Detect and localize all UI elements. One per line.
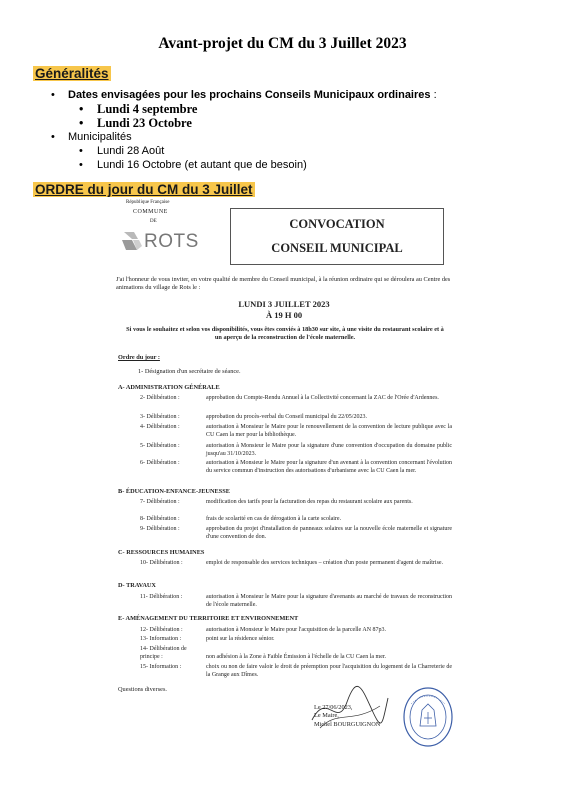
section-title: D- TRAVAUX (118, 582, 156, 589)
list-item-municipalites: • Municipalités (51, 130, 437, 144)
section-title: A- ADMINISTRATION GÉNÉRALE (118, 384, 220, 391)
sign-role: Le Maire, (314, 712, 339, 720)
page-title: Avant-projet du CM du 3 Juillet 2023 (158, 35, 407, 52)
meeting-date (116, 299, 452, 321)
republique-francaise: République Française (126, 200, 170, 205)
invitation-paragraph: J'ai l'honneur de vous inviter, en votre qualité de membre du Conseil municipal, à la réunion ordinaire qui se déroulera au Centre des animations du village de Rots le : (116, 276, 451, 292)
agenda-label: 9- Délibération : (140, 526, 180, 532)
agenda-text: approbation du projet d'installation de panneaux solaires sur la nouvelle école maternelle et signature d'une convention de don. (206, 526, 452, 540)
agenda-item (140, 636, 452, 644)
rots-wordmark: ROTS (144, 231, 199, 252)
section-title: B- ÉDUCATION-ENFANCE-JEUNESSE (118, 488, 230, 495)
agenda-text: frais de scolarité en cas de dérogation à la carte scolaire. (206, 516, 342, 522)
agenda-text: emploi de responsable des services techniques – création d'un poste permanent d'agent de maîtrise. (206, 560, 444, 566)
convocation-title: CONVOCATION (289, 217, 385, 231)
agenda-text: choix ou non de faire valoir le droit de préemption pour l'acquisition du logement de la Charreterie de la Grange aux Dîmes. (206, 664, 452, 678)
agenda-label: 3- Délibération : (140, 414, 180, 420)
agenda-item (140, 395, 452, 403)
date-item: • Lundi 23 Octobre (51, 116, 437, 130)
agenda-label: 13- Information : (140, 636, 182, 642)
agenda-item (140, 414, 452, 422)
agenda-item (140, 499, 452, 507)
convocation-box (230, 208, 444, 265)
municipalite-item: • Lundi 16 Octobre (et autant que de besoin) (51, 158, 437, 172)
commune-label: COMMUNE (133, 209, 168, 215)
agenda-text: approbation du Compte-Rendu Annuel à la Collectivité concernant la ZAC de l'Orée d'Ardennes. (206, 395, 439, 401)
date-item: • Lundi 4 septembre (51, 102, 437, 116)
meeting-time: À 19 H 00 (265, 310, 303, 320)
agenda-text: point sur la résidence sénior. (206, 636, 275, 642)
agenda-label: 2- Délibération : (140, 395, 180, 401)
agenda-label: 8- Délibération : (140, 516, 180, 522)
agenda-text: modification des tarifs pour la facturation des repas du restaurant scolaire aux parents. (206, 499, 413, 505)
sign-name: Michel BOURGUIGNON (314, 720, 381, 728)
agenda-item (140, 627, 452, 635)
section-title: C- RESSOURCES HUMAINES (118, 549, 205, 556)
agenda-text: approbation du procès-verbal du Conseil municipal du 22/05/2023. (206, 414, 367, 420)
agenda-label: 4- Délibération : (140, 424, 180, 430)
agenda-text: autorisation à Monsieur le Maire pour la signature d'avenants au marché de travaux de reconstruction de l'école maternelle. (206, 594, 452, 608)
agenda-text: autorisation à Monsieur le Maire pour le renouvellement de la convention de lecture publique avec la CU Caen la mer pour la bibliothèque. (206, 424, 452, 438)
municipalite-item: • Lundi 28 Août (51, 144, 437, 158)
agenda-item (140, 594, 452, 609)
agenda-text: autorisation à Monsieur le Maire pour l'acquisition de la parcelle AN 87p3. (206, 627, 387, 633)
generalites-heading: Généralités (35, 66, 109, 81)
de-label: DE (150, 219, 157, 224)
agenda-text: autorisation à Monsieur le Maire pour la signature d'une convention d'occupation du domaine public jusqu'au 31/10/2023. (206, 443, 452, 457)
agenda-item (140, 646, 452, 661)
agenda-item (140, 424, 452, 439)
agenda-item (140, 664, 452, 679)
agenda-item (140, 443, 452, 458)
agenda-label: 7- Délibération : (140, 499, 180, 505)
agenda-item (140, 516, 452, 524)
agenda-item (140, 526, 452, 541)
agenda-label: 12- Délibération : (140, 627, 183, 633)
agenda-text: non adhésion à la Zone à Faible Émission à l'échelle de la CU Caen la mer. (206, 653, 387, 660)
list-item-dates (51, 88, 437, 102)
questions-diverses: Questions diverses. (118, 686, 167, 693)
ordre-heading: ORDRE du jour du CM du 3 Juillet (35, 182, 253, 197)
ordre-label: Ordre du jour : (118, 354, 160, 361)
agenda-label: 6- Délibération : (140, 460, 180, 466)
dates-colon: : (430, 89, 437, 101)
agenda-item (140, 460, 452, 475)
conseil-municipal-title: CONSEIL MUNICIPAL (271, 241, 403, 255)
designation-item: 1- Désignation d'un secrétaire de séance. (138, 368, 241, 375)
signature-block (314, 704, 380, 729)
agenda-label: 11- Délibération : (140, 594, 183, 600)
agenda-text: autorisation à Monsieur le Maire pour la signature d'un avenant à la convention concernant l'évolution du service commun d'instruction des autorisations d'urbanisme avec la CU Caen la mer. (206, 460, 452, 474)
agenda-label: 10- Délibération : (140, 560, 183, 566)
agenda-label: 14- Délibération de principe : (140, 646, 187, 660)
agenda-item (140, 560, 452, 568)
section-title: E- AMÉNAGEMENT DU TERRITOIRE ET ENVIRONNEMENT (118, 615, 299, 622)
mairie-stamp-icon (402, 686, 454, 748)
visit-paragraph: Si vous le souhaitez et selon vos disponibilités, vous êtes conviés à 18h30 sur site, à une visite du restaurant scolaire et à un aperçu de la reconstruction de l'école maternelle. (126, 326, 444, 342)
meeting-day: LUNDI 3 JUILLET 2023 (238, 299, 330, 309)
convocation-scan (116, 198, 452, 778)
agenda-label: 5- Délibération : (140, 443, 180, 449)
sign-date: Le 27/06/2023, (314, 704, 353, 711)
agenda-label: 15- Information : (140, 664, 182, 670)
generalites-list (51, 88, 437, 172)
dates-label: Dates envisagées pour les prochains Conseils Municipaux ordinaires (68, 89, 431, 101)
